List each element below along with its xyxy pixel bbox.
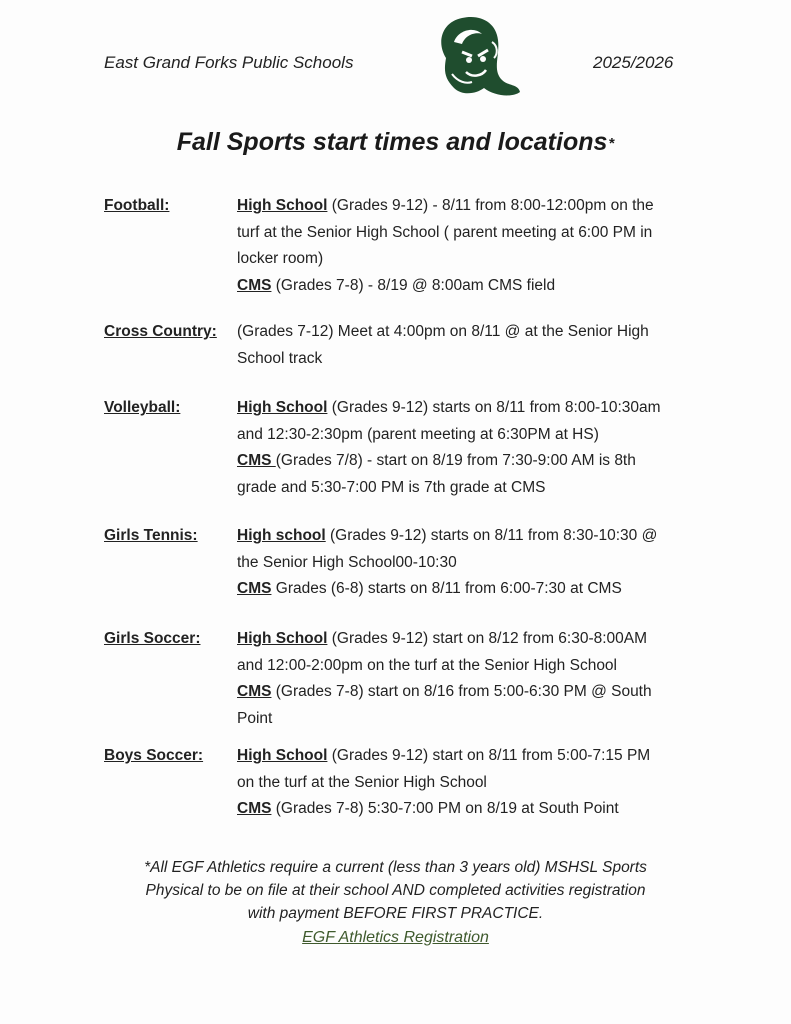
detail-line [237,523,687,550]
detail-line [237,422,687,449]
sport-details [237,319,687,372]
detail-text: the Senior High School00-10:30 [237,553,457,571]
school-level: CMS [237,800,272,817]
green-wave-logo [432,12,522,98]
detail-text: (Grades 9-12) - 8/11 from 8:00-12:00pm on the [327,197,654,214]
detail-text: (Grades 9-12) starts on 8/11 from 8:00-10:30am [327,399,661,416]
title-asterisk: * [608,135,615,152]
detail-text: on the turf at the Senior High School [237,773,487,791]
detail-text: and 12:00-2:00pm on the turf at the Senior High School [237,656,617,674]
footer-note [0,856,791,949]
sport-label: Football: [104,197,170,214]
school-level: CMS [237,683,272,700]
detail-text: (Grades 9-12) start on 8/12 from 6:30-8:00AM [327,630,648,647]
detail-text: (Grades 7/8) - start on 8/19 from 7:30-9:00 AM is 8th [275,452,636,469]
detail-line [237,246,687,273]
note-line: Physical to be on file at their school AND completed activities registration [145,882,646,899]
detail-text: (Grades 7-12) Meet at 4:00pm on 8/11 @ at the Senior High [237,323,649,340]
sport-details [237,626,687,732]
detail-line [237,770,687,797]
detail-line [237,576,687,603]
sport-label: Cross Country: [104,323,217,340]
detail-text: Grades (6-8) starts on 8/11 from 6:00-7:30 at CMS [271,580,622,597]
sport-label: Girls Tennis: [104,527,198,544]
detail-line [237,743,687,770]
detail-line [237,220,687,247]
detail-text: turf at the Senior High School ( parent meeting at 6:00 PM in [237,223,653,241]
school-level: High school [237,527,326,544]
detail-text: Point [237,709,273,727]
detail-line [237,448,687,475]
detail-line [237,395,687,422]
detail-line [237,346,687,373]
detail-line [237,796,687,823]
detail-line [237,273,687,300]
district-name: East Grand Forks Public Schools [104,53,354,72]
registration-link[interactable]: EGF Athletics Registration [302,929,489,946]
detail-text: and 12:30-2:30pm (parent meeting at 6:30PM at HS) [237,425,599,443]
school-level: High School [237,747,328,764]
detail-line [237,626,687,653]
detail-text: (Grades 7-8) start on 8/16 from 5:00-6:30 PM @ South [271,683,652,700]
sport-details [237,193,687,299]
sport-details [237,523,687,603]
title-text: Fall Sports start times and locations [176,128,608,156]
detail-text: (Grades 9-12) starts on 8/11 from 8:30-10:30 @ [325,527,658,544]
school-level: CMS [237,580,272,597]
school-level: High School [237,399,328,416]
school-level: High School [237,197,328,214]
note-line: *All EGF Athletics require a current (less than 3 years old) MSHSL Sports [144,859,647,876]
detail-text: locker room) [237,250,324,267]
detail-line [237,550,687,577]
school-level: CMS [237,452,276,469]
note-line: with payment BEFORE FIRST PRACTICE. [247,905,544,922]
sport-label: Girls Soccer: [104,630,201,647]
detail-line [237,475,687,502]
school-level: High School [237,630,328,647]
detail-line [237,679,687,706]
detail-text: (Grades 7-8) 5:30-7:00 PM on 8/19 at South Point [271,800,619,817]
detail-line [237,653,687,680]
sport-label: Boys Soccer: [104,747,204,764]
school-level: CMS [237,276,272,294]
sport-label: Volleyball: [104,399,181,416]
detail-text: grade and 5:30-7:00 PM is 7th grade at CMS [237,478,546,496]
detail-line [237,319,687,346]
page-title [0,128,791,157]
detail-text: (Grades 7-8) - 8/19 @ 8:00am CMS field [271,276,556,294]
sport-details [237,395,687,501]
school-year: 2025/2026 [593,53,674,72]
detail-text: School track [237,349,323,367]
detail-line [237,706,687,733]
detail-text: (Grades 9-12) start on 8/11 from 5:00-7:15 PM [327,747,651,764]
sport-details [237,743,687,823]
detail-line [237,193,687,220]
